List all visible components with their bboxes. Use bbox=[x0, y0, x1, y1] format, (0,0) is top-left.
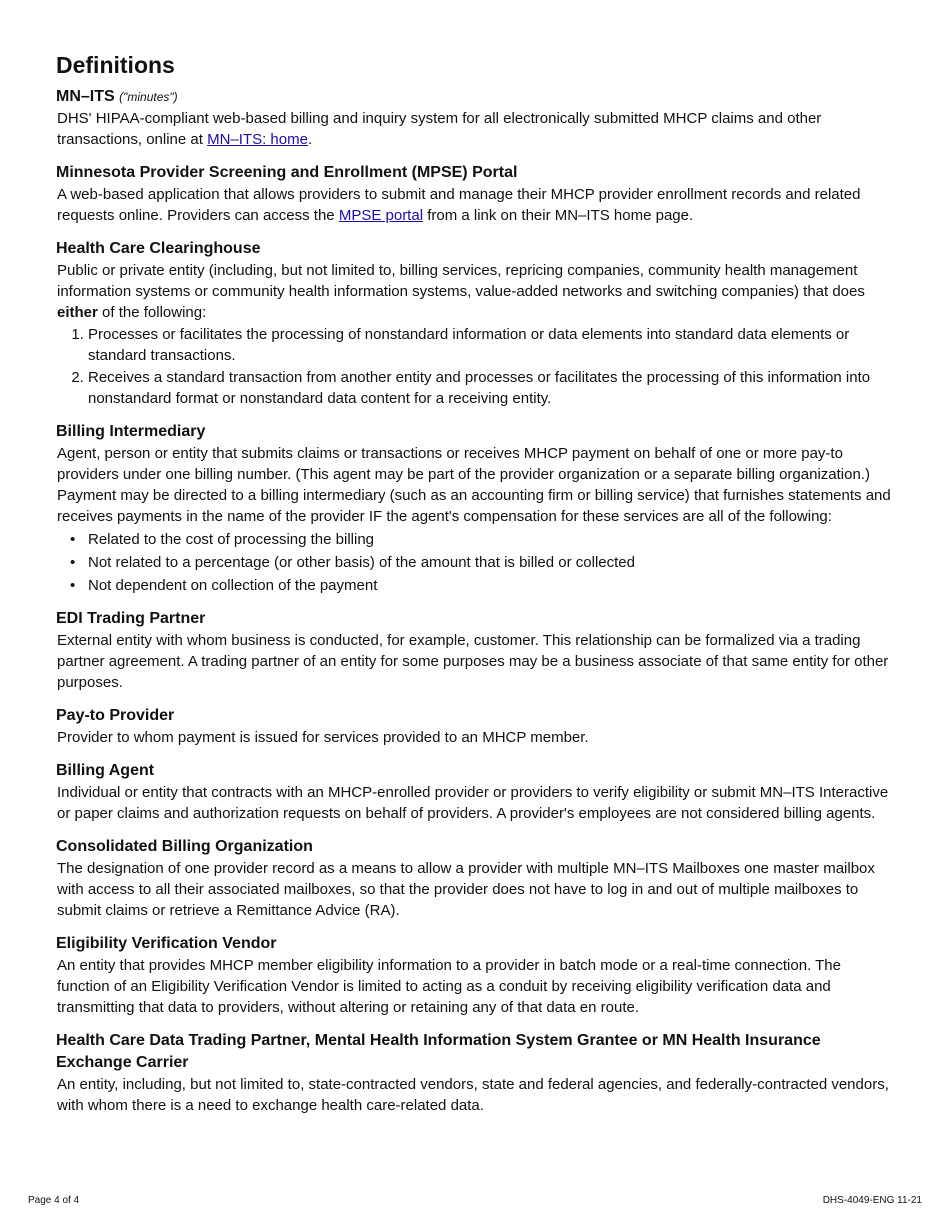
document-page bbox=[56, 50, 896, 1128]
term-heading: Billing Agent bbox=[56, 762, 155, 779]
term-heading: Minnesota Provider Screening and Enrollment (MPSE) Portal bbox=[56, 164, 518, 181]
term-heading: Health Care Data Trading Partner, Mental Health Information System Grantee or MN Health Insurance Exchange Carrier bbox=[56, 1032, 821, 1071]
numbered-list bbox=[56, 324, 896, 409]
definition-text: An entity that provides MHCP member eligibility information to a provider in batch mode or a real-time connection. The function of an Eligibility Verification Vendor is limited to acting as a conduit by receiving eligibility verification data and transmitting that data to providers, without altering or retaining any of that data en route. bbox=[57, 957, 841, 1016]
page-title: Definitions bbox=[56, 52, 175, 78]
list-item: • Related to the cost of processing the billing bbox=[70, 531, 375, 548]
list-item: • Not dependent on collection of the payment bbox=[70, 577, 378, 594]
definition-text: Agent, person or entity that submits claims or transactions or receives MHCP payment on behalf of one or more pay-to providers under one billing number. (This agent may be part of the provider organization or a separate billing organization.) Payment may be directed to a billing intermediary (such as an accounting firm or billing service) that furnishes statements and receives payments in the name of the provider IF the agent's compensation for these services are all of the following: bbox=[57, 445, 891, 525]
mpse-portal-link[interactable]: MPSE portal bbox=[338, 207, 424, 224]
definition-text: Individual or entity that contracts with an MHCP-enrolled provider or providers to verify eligibility or submit MN–ITS Interactive or paper claims and authorization requests on behalf of providers. A provider's employees are not considered billing agents. bbox=[57, 784, 889, 822]
term-heading: Pay-to Provider bbox=[56, 707, 175, 724]
definition-consolidated-billing bbox=[56, 836, 896, 921]
page-number: Page 4 of 4 bbox=[28, 1195, 80, 1206]
term-heading bbox=[56, 86, 896, 108]
bullet-icon: • bbox=[70, 577, 76, 594]
term-heading: Health Care Clearinghouse bbox=[56, 240, 261, 257]
bullet-list bbox=[56, 529, 896, 596]
definition-clearinghouse bbox=[56, 238, 896, 409]
definition-billing-intermediary bbox=[56, 421, 896, 596]
definition-text: External entity with whom business is conducted, for example, customer. This relationship can be formalized via a trading partner agreement. A trading partner of an entity for some purposes may be a business associate of that same entity for other purposes. bbox=[57, 632, 889, 691]
form-number: DHS-4049-ENG 11-21 bbox=[822, 1195, 922, 1206]
list-item: • Not related to a percentage (or other basis) of the amount that is billed or collected bbox=[70, 554, 635, 571]
definition-text: Provider to whom payment is issued for services provided to an MHCP member. bbox=[57, 729, 589, 746]
definition-billing-agent bbox=[56, 760, 896, 824]
bullet-icon: • bbox=[70, 531, 76, 548]
definition-edi-trading-partner bbox=[56, 608, 896, 693]
term-heading: Consolidated Billing Organization bbox=[56, 838, 313, 855]
definition-mnits bbox=[56, 86, 896, 150]
pronunciation-note: ("minutes") bbox=[119, 90, 178, 104]
term-heading: EDI Trading Partner bbox=[56, 610, 206, 627]
bullet-icon: • bbox=[70, 554, 76, 571]
definition-mpse bbox=[56, 162, 896, 226]
definition-text: DHS' HIPAA-compliant web-based billing and inquiry system for all electronically submitted MHCP claims and other transactions, online at MN–ITS: home. bbox=[57, 110, 822, 148]
list-item: 2. Receives a standard transaction from another entity and processes or facilitates the processing of this information into nonstandard format or nonstandard data content for a receiving entity. bbox=[88, 367, 896, 409]
definition-text: A web-based application that allows providers to submit and manage their MHCP provider enrollment records and related requests online. Providers can access the MPSE portal from a link on their MN–ITS home page. bbox=[57, 186, 861, 224]
definition-pay-to-provider bbox=[56, 705, 896, 748]
definition-text: An entity, including, but not limited to, state-contracted vendors, state and federal agencies, and federally-contracted vendors, with whom there is a need to exchange health care-related data. bbox=[57, 1076, 889, 1114]
term-text: MN–ITS bbox=[56, 88, 115, 105]
list-item: 1. Processes or facilitates the processing of nonstandard information or data elements into standard data elements or standard transactions. bbox=[88, 324, 896, 366]
definition-text: The designation of one provider record as a means to allow a provider with multiple MN–ITS Mailboxes one master mailbox with access to all their associated mailboxes, so that the provider does not have to log in and out of multiple mailboxes to submit claims or retrieve a Remittance Advice (RA). bbox=[57, 860, 875, 919]
definition-eligibility-vendor bbox=[56, 933, 896, 1018]
definition-data-trading-partner bbox=[56, 1030, 896, 1116]
term-heading: Billing Intermediary bbox=[56, 423, 206, 440]
definition-text: Public or private entity (including, but not limited to, billing services, repricing companies, community health management information systems or community health information systems, value-added networks and switching companies) that does either of the following: bbox=[57, 262, 865, 321]
term-heading: Eligibility Verification Vendor bbox=[56, 935, 277, 952]
mnits-home-link[interactable]: MN–ITS: home bbox=[207, 131, 308, 148]
